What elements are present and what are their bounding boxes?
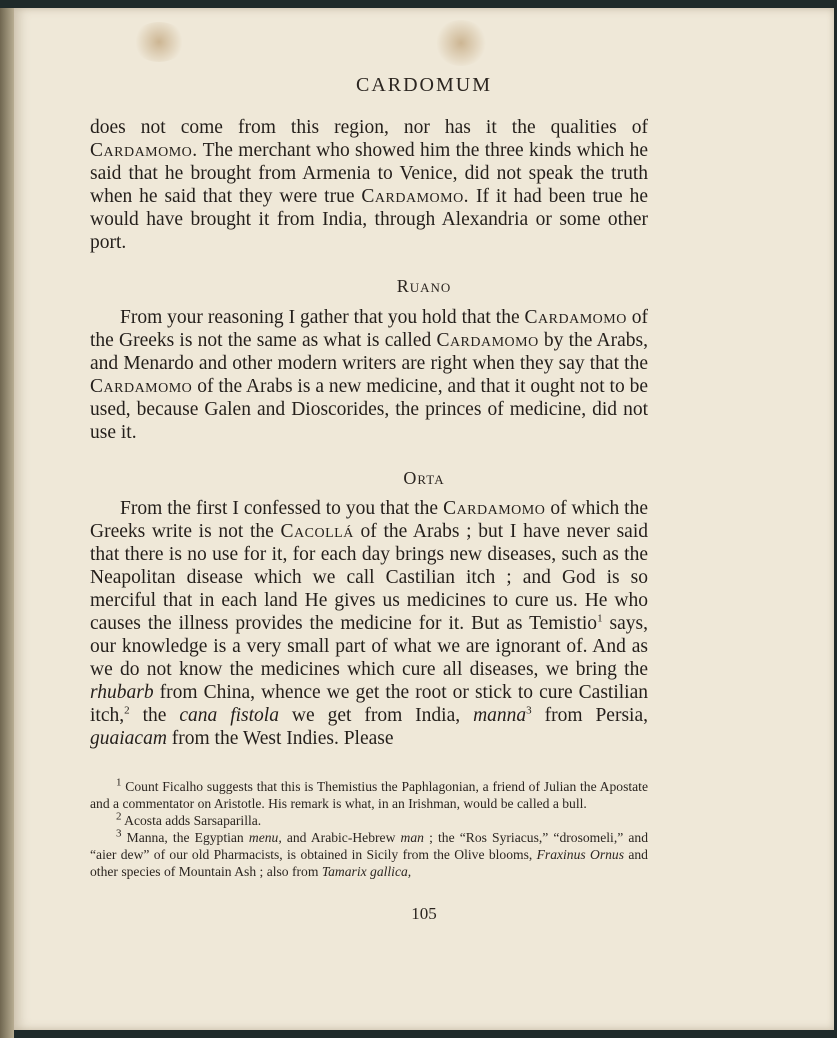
paper-stain <box>132 22 186 62</box>
footnote-ref: 2 <box>124 704 130 717</box>
running-head: CARDOMUM <box>355 74 493 96</box>
footnote-2: $^2$ Acosta adds Sarsaparilla. <box>116 810 262 828</box>
speaker-heading: Orta <box>403 468 445 488</box>
paragraph: From the first I confessed to you that the Cardamomo of which the Greeks write is not the Cacollá of the Arabs ; but I have never said that there is no use for it, for each day brings new diseases, such as the Neapolitan disease which we call Castilian itch ; and God is so merciful that in each land He gives us medicines to cure us. He who causes the illness provides the medicine for it. But as Temistio$^1$ says, our knowledge is a very small part of what we are ignorant of. And as we do not know the medicines which cure all diseases, we bring the rhubarb from China, whence we get the root or stick to cure Castilian itch,$^2$ the cana fistola we get from India, manna$^3$ from Persia, guaiacam from the West Indies. Please <box>90 498 648 749</box>
footnote-1: $^1$ Count Ficalho suggests that this is Themistius the Paphlagonian, a friend of Julian the Apostate and a commentator on Aristotle. His remark is what, in an Irishman, would be called a bull. <box>90 776 648 811</box>
footnote-ref: 1 <box>597 612 603 625</box>
footnote-ref: 3 <box>526 704 532 717</box>
book-page <box>14 8 834 1030</box>
paragraph: From your reasoning I gather that you hold that the Cardamomo of the Greeks is not the same as what is called Cardamomo by the Arabs, and Menardo and other modern writers are right when they say that the Cardamomo of the Arabs is a new medicine, and that it ought not to be used, because Galen and Dioscorides, the princes of medicine, did not use it. <box>90 307 648 443</box>
footnotes <box>90 778 648 880</box>
paragraph: does not come from this region, nor has it the qualities of Cardamomo. The merchant who showed him the three kinds which he said that he brought from Armenia to Venice, did not speak the truth when he said that they were true Cardamomo. If it had been true he would have brought it from India, through Alexandria or some other port. <box>90 117 648 253</box>
paper-stain <box>434 20 488 66</box>
page-number: 105 <box>411 904 437 923</box>
speaker-heading: Ruano <box>396 276 452 296</box>
book-spine <box>0 8 14 1038</box>
footnote-3: $^3$ Manna, the Egyptian menu, and Arabic-Hebrew man ; the “Ros Syriacus,” “drosomeli,” and “aier dew” of our old Pharmacists, is obtained in Sicily from the Olive blooms, Fraxinus Ornus and other species of Mountain Ash ; also from Tamarix gallica, <box>90 827 649 879</box>
